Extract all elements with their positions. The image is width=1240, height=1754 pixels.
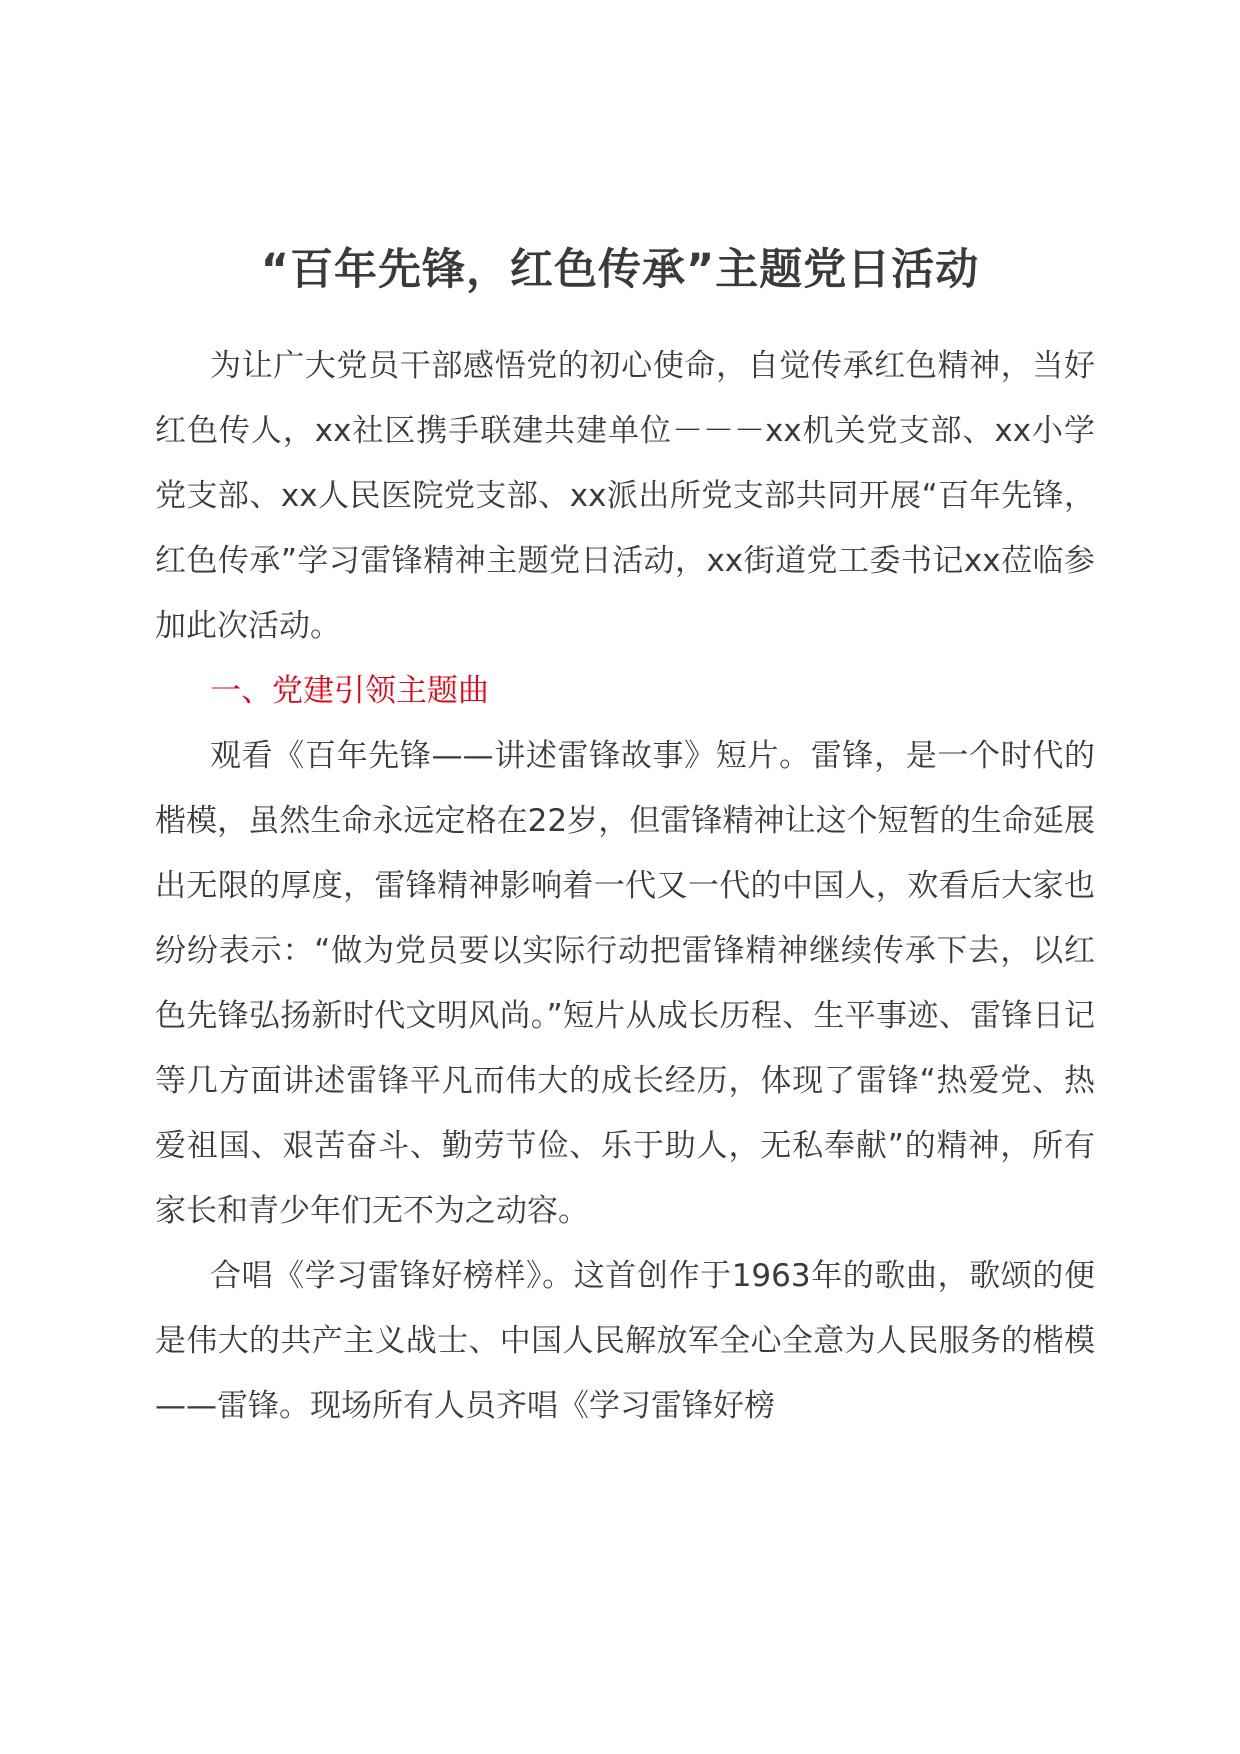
intro-paragraph: 为让广大党员干部感悟党的初心使命，自觉传承红色精神，当好红色传人，xx社区携手联建共建单位－－－xx机关党支部、xx小学党支部、xx人民医院党支部、xx派出所党支部共同开展“百年先锋，红色传承”学习雷锋精神主题党日活动，xx街道党工委书记xx莅临参加此次活动。 [155,348,1095,644]
section-paragraph-video: 观看《百年先锋——讲述雷锋故事》短片。雷锋，是一个时代的楷模，虽然生命永远定格在22岁，但雷锋精神让这个短暂的生命延展出无限的厚度，雷锋精神影响着一代又一代的中国人，欢看后大家也纷纷表示：“做为党员要以实际行动把雷锋精神继续传承下去，以红色先锋弘扬新时代文明风尚。”短片从成长历程、生平事迹、雷锋日记等几方面讲述雷锋平凡而伟大的成长经历，体现了雷锋“热爱党、热爱祖国、艰苦奋斗、勤劳节俭、乐于助人，无私奉献”的精神，所有家长和青少年们无不为之动容。 [155,738,1095,1229]
document-body [155,334,1095,1439]
section-paragraph-chorus: 合唱《学习雷锋好榜样》。这首创作于1963年的歌曲，歌颂的便是伟大的共产主义战士、中国人民解放军全心全意为人民服务的楷模——雷锋。现场所有人员齐唱《学习雷锋好榜 [155,1258,1095,1424]
document-title: “百年先锋，红色传承”主题党日活动 [260,245,980,295]
section-heading: 一、党建引领主题曲 [210,673,489,709]
